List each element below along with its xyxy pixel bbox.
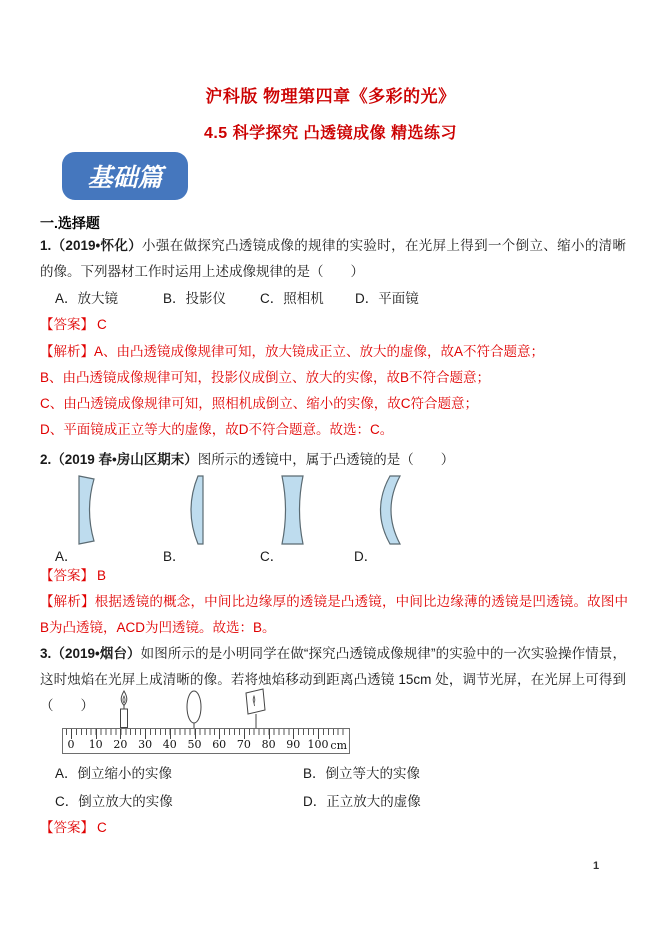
ruler-tick-label: 30: [138, 738, 153, 751]
lens-label-b: B．: [163, 549, 186, 564]
question-1-option-d: D．平面镜: [355, 291, 419, 306]
plano-concave-lens-icon: [78, 475, 98, 546]
page-number: 1: [593, 860, 600, 872]
question-3-option-d: D．正立放大的虚像: [303, 794, 421, 809]
question-3-source: 3.（2019•烟台）: [40, 646, 141, 661]
question-1-analysis-line-3: C、由凸透镜成像规律可知，照相机成倒立、缩小的实像，故C符合题意；: [40, 396, 478, 411]
question-1-option-a: A．放大镜: [55, 291, 119, 306]
question-2-source: 2.（2019 春•房山区期末）: [40, 452, 198, 467]
question-2-stem: 2.（2019 春•房山区期末）图所示的透镜中，属于凸透镜的是（ ）: [40, 452, 455, 467]
ruler-unit-label: cm: [330, 739, 347, 752]
bench-lens-icon: [185, 690, 203, 728]
question-1-option-c: C．照相机: [260, 291, 324, 306]
question-3-answer: 【答案】 C: [40, 820, 107, 835]
doc-title: 沪科版 物理第四章《多彩的光》: [205, 87, 456, 106]
biconcave-lens-icon: [281, 475, 304, 546]
basics-badge-label: 基础篇: [87, 163, 163, 192]
question-1-analysis-line-4: D、平面镜成正立等大的虚像，故D不符合题意。故选：C。: [40, 422, 394, 437]
ruler-tick-label: 10: [88, 738, 103, 751]
question-3-option-c: C．倒立放大的实像: [55, 794, 173, 809]
ruler-tick-label: 50: [187, 738, 202, 751]
ruler-tick-label: 60: [212, 738, 227, 751]
candle-icon: [113, 690, 135, 728]
question-1-option-b: B．投影仪: [163, 291, 227, 306]
question-3-stem: 3.（2019•烟台）如图所示的是小明同学在做“探究凸透镜成像规律”的实验中的一次实验操作情景，这时烛焰在光屏上成清晰的像。若将烛焰移动到距离凸透镜 15cm 处，调节光屏，在光屏上可得到（ ）: [40, 646, 626, 713]
question-3-option-a: A．倒立缩小的实像: [55, 766, 173, 781]
lens-label-d: D．: [354, 549, 378, 564]
lens-figure-row: [0, 475, 661, 546]
ruler-tick-label: 20: [113, 738, 128, 751]
question-1-analysis-line-2: B、由凸透镜成像规律可知，投影仪成倒立、放大的实像，故B不符合题意；: [40, 370, 491, 385]
question-2-answer: 【答案】 B: [40, 568, 107, 583]
screen-icon: [242, 688, 268, 728]
question-3-option-b: B．倒立等大的实像: [303, 766, 421, 781]
concave-meniscus-lens-icon: [376, 475, 403, 546]
basics-badge: [62, 152, 188, 200]
question-1-source: 1.（2019•怀化）: [40, 238, 143, 253]
question-2-analysis: 【解析】根据透镜的概念，中间比边缘厚的透镜是凸透镜，中间比边缘薄的透镜是凹透镜。故图中B为凸透镜，ACD为凹透镜。故选：B。: [40, 594, 628, 635]
lens-label-a: A．: [55, 549, 78, 564]
ruler-tick-label: 40: [162, 738, 177, 751]
ruler-tick-label: 0: [67, 738, 75, 751]
doc-subtitle: 4.5 科学探究 凸透镜成像 精选练习: [203, 125, 458, 142]
section-heading: 一.选择题: [40, 215, 100, 231]
ruler-tick-label: 70: [236, 738, 251, 751]
lens-label-c: C．: [260, 549, 284, 564]
ruler-tick-label: 100: [307, 738, 329, 751]
ruler-tick-label: 80: [261, 738, 276, 751]
question-1-stem: 1.（2019•怀化）小强在做探究凸透镜成像的规律的实验时，在光屏上得到一个倒立、缩小的清晰的像。下列器材工作时运用上述成像规律的是（ ）: [40, 238, 626, 279]
question-1-analysis-line-1: 【解析】A、由凸透镜成像规律可知，放大镜成正立、放大的虚像，故A不符合题意；: [40, 344, 545, 359]
plano-convex-lens-icon: [186, 475, 205, 546]
question-1-answer: 【答案】 C: [40, 317, 107, 332]
ruler-tick-label: 90: [286, 738, 301, 751]
optical-bench-diagram: [62, 688, 354, 756]
ruler: [62, 728, 350, 754]
